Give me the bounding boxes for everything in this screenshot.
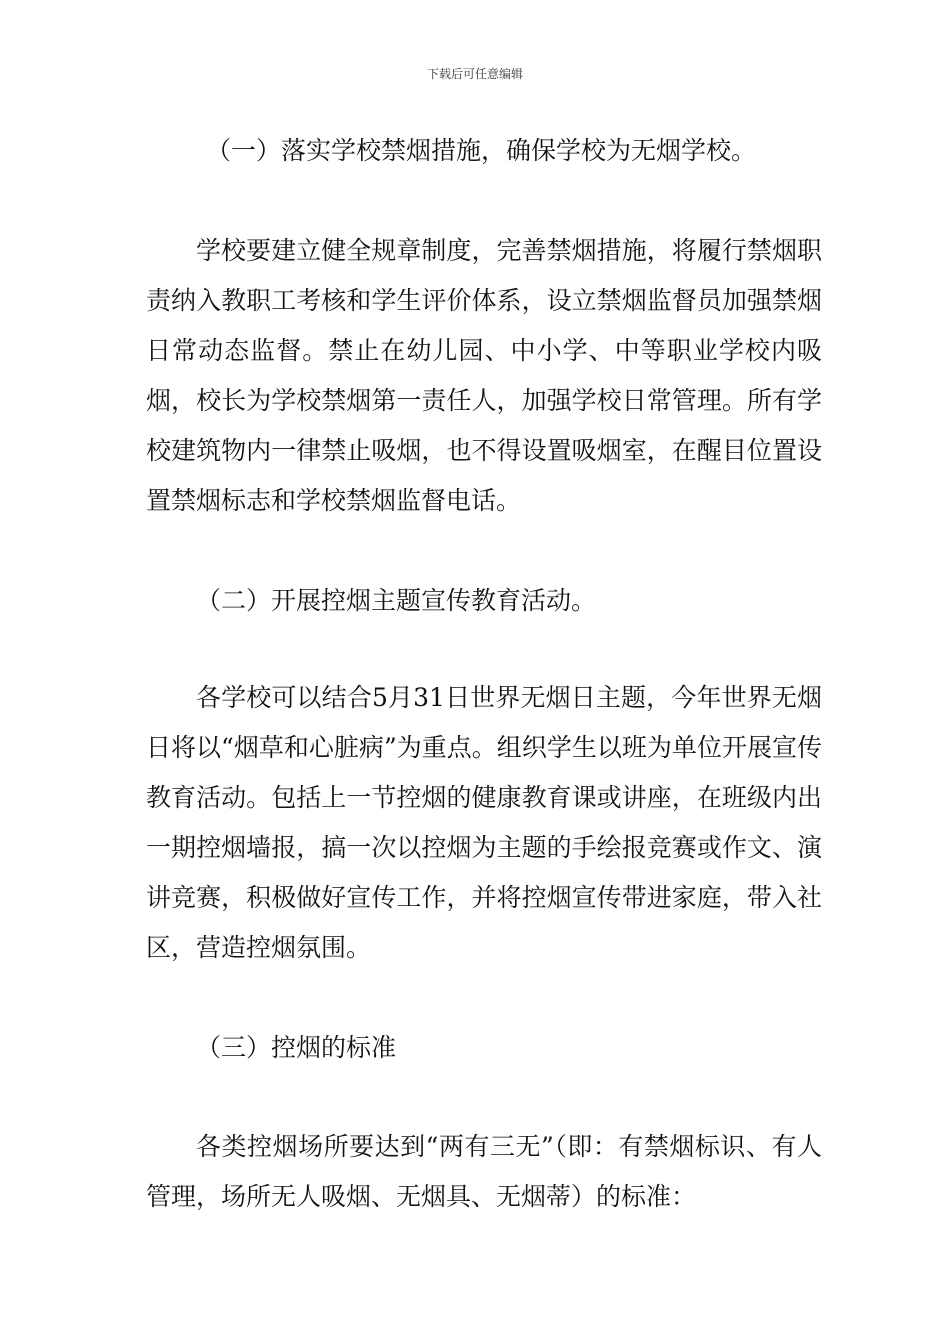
section-3-paragraph: 各类控烟场所要达到“两有三无”（即：有禁烟标识、有人管理，场所无人吸烟、无烟具、无烟蒂）的标准： — [146, 1132, 822, 1211]
section-2-paragraph: 各学校可以结合5月31日世界无烟日主题，今年世界无烟日将以“烟草和心脏病”为重点。组织学生以班为单位开展宣传教育活动。包括上一节控烟的健康教育课或讲座，在班级内出一期控烟墙报，搞一次以控烟为主题的手绘报竞赛或作文、演讲竞赛，积极做好宣传工作，并将控烟宣传带进家庭，带入社区，营造控烟氛围。 — [146, 683, 822, 962]
section-3-heading: （三）控烟的标准 — [196, 1033, 397, 1062]
page-header-note: 下载后可任意编辑 — [426, 67, 523, 81]
section-1-paragraph: 学校要建立健全规章制度，完善禁烟措施，将履行禁烟职责纳入教职工考核和学生评价体系，设立禁烟监督员加强禁烟日常动态监督。禁止在幼儿园、中小学、中等职业学校内吸烟，校长为学校禁烟第一责任人，加强学校日常管理。所有学校建筑物内一律禁止吸烟，也不得设置吸烟室，在醒目位置设置禁烟标志和学校禁烟监督电话。 — [146, 236, 822, 515]
section-2-heading: （二）开展控烟主题宣传教育活动。 — [196, 586, 597, 615]
section-1-heading: （一）落实学校禁烟措施，确保学校为无烟学校。 — [206, 136, 757, 165]
